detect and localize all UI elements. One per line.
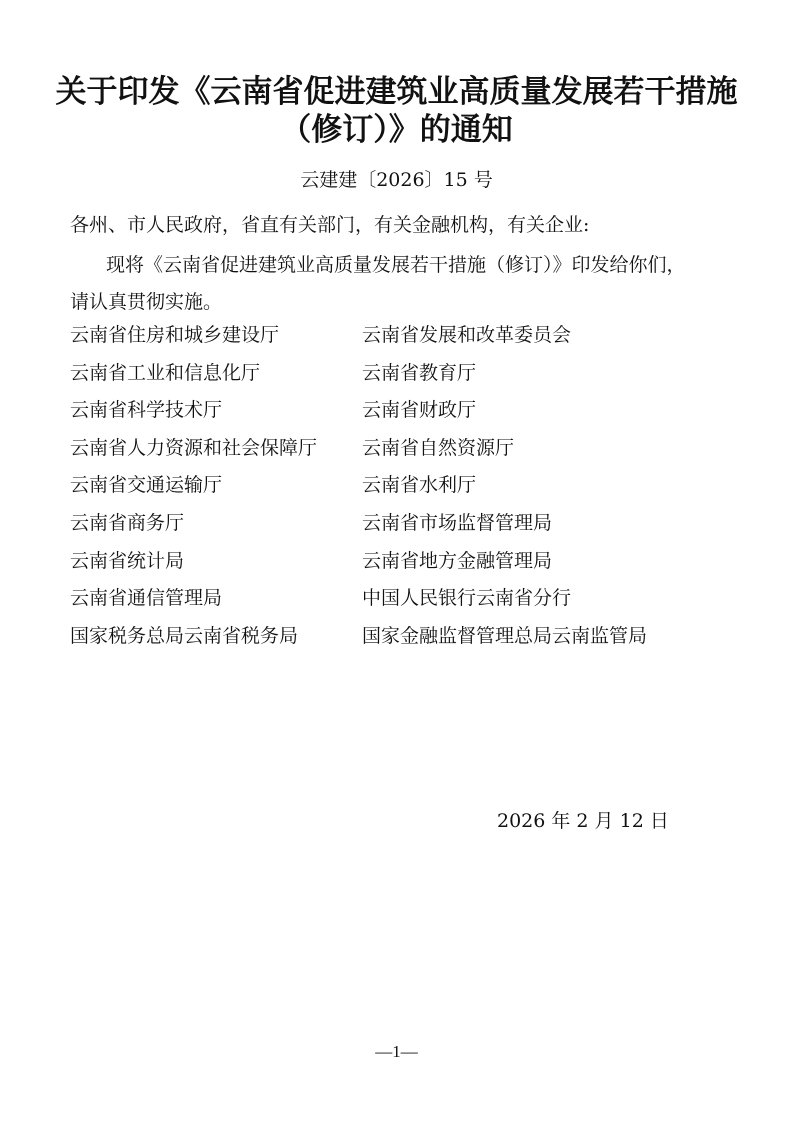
issuer-row <box>70 397 730 435</box>
issuer-name: 中国人民银行云南省分行 <box>362 587 572 610</box>
issuer-name: 云南省财政厅 <box>362 399 477 422</box>
issuer-name: 云南省交通运输厅 <box>70 474 223 497</box>
issuer-name: 云南省教育厅 <box>362 361 477 384</box>
page-number: —1— <box>375 1042 418 1061</box>
body-paragraph-line-2: 请认真贯彻实施。 <box>70 291 223 313</box>
document-title-line-2: （修订）》的通知 <box>280 112 513 148</box>
issuer-name: 云南省商务厅 <box>70 511 185 534</box>
issuer-name: 云南省人力资源和社会保障厅 <box>70 436 318 459</box>
issuer-name: 云南省科学技术厅 <box>70 399 223 422</box>
issuer-name: 国家金融监督管理总局云南监管局 <box>362 624 648 647</box>
issuer-row <box>70 322 730 360</box>
issuer-name: 云南省通信管理局 <box>70 587 223 610</box>
issuer-name: 云南省地方金融管理局 <box>362 549 553 572</box>
issuer-name: 云南省水利厅 <box>362 474 477 497</box>
issue-date: 2026 年 2 月 12 日 <box>497 810 669 832</box>
document-title-line-1: 关于印发《云南省促进建筑业高质量发展若干措施 <box>55 74 738 110</box>
document-number: 云建建〔2026〕15 号 <box>300 169 493 191</box>
issuer-name: 云南省工业和信息化厅 <box>70 361 261 384</box>
issuer-row <box>70 585 730 623</box>
issuer-name: 云南省自然资源厅 <box>362 436 515 459</box>
issuer-name: 云南省住房和城乡建设厅 <box>70 324 280 346</box>
issuer-name: 云南省发展和改革委员会 <box>362 324 572 346</box>
issuer-row <box>70 548 730 586</box>
issuer-row <box>70 510 730 548</box>
issuer-row <box>70 472 730 510</box>
salutation: 各州、市人民政府，省直有关部门，有关金融机构，有关企业: <box>70 214 590 236</box>
issuing-agencies <box>70 322 730 660</box>
issuer-row <box>70 435 730 473</box>
issuer-name: 云南省市场监督管理局 <box>362 511 553 534</box>
issuer-name: 云南省统计局 <box>70 549 185 572</box>
body-paragraph-line-1: 现将《云南省促进建筑业高质量发展若干措施（修订）》印发给你们， <box>106 254 686 276</box>
issuer-row <box>70 623 730 661</box>
issuer-row <box>70 360 730 398</box>
issuer-name: 国家税务总局云南省税务局 <box>70 624 299 647</box>
